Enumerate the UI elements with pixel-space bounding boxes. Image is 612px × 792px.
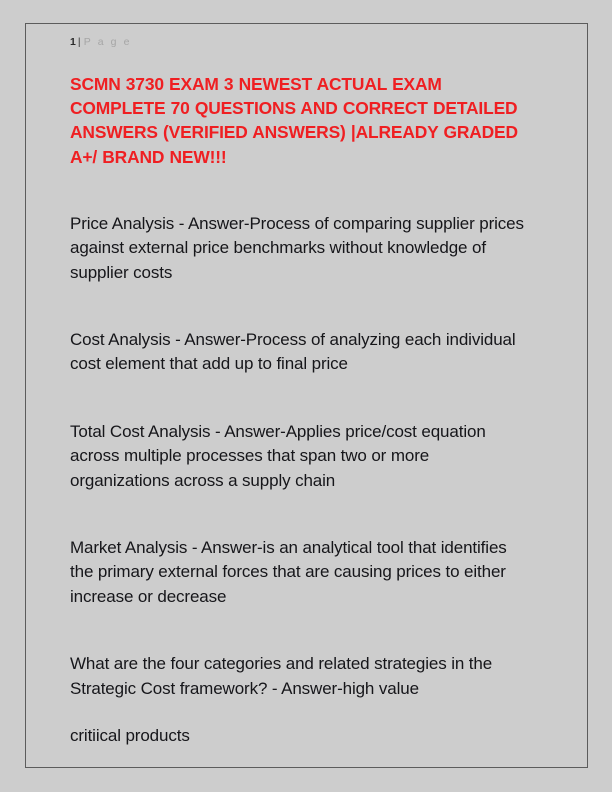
qa-block: Cost Analysis - Answer-Process of analyzing each individual cost element that add up to final price: [70, 330, 516, 374]
qa-block: What are the four categories and related strategies in the Strategic Cost framework? - Answer-high value: [70, 654, 493, 698]
qa-block-list: [70, 212, 556, 749]
header-page-number: 1: [70, 36, 76, 48]
page-content-area: [25, 23, 588, 768]
qa-block: critiical products: [70, 726, 190, 746]
qa-block: Market Analysis - Answer-is an analytical tool that identifies the primary external forces that are causing prices to either increase or decrease: [70, 538, 507, 606]
running-header: [70, 35, 556, 55]
qa-block: Price Analysis - Answer-Process of comparing supplier prices against external price benchmarks without knowledge of supplier costs: [70, 213, 524, 282]
document-title: SCMN 3730 EXAM 3 NEWEST ACTUAL EXAM COMPLETE 70 QUESTIONS AND CORRECT DETAILED ANSWERS (VERIFIED ANSWERS) |ALREADY GRADED A+/ BRAND NEW!!!: [70, 74, 518, 167]
qa-block: Total Cost Analysis - Answer-Applies price/cost equation across multiple processes that span two or more organizations across a supply chain: [70, 421, 486, 490]
header-page-word: P a g e: [83, 36, 132, 48]
header-separator: |: [77, 36, 81, 48]
